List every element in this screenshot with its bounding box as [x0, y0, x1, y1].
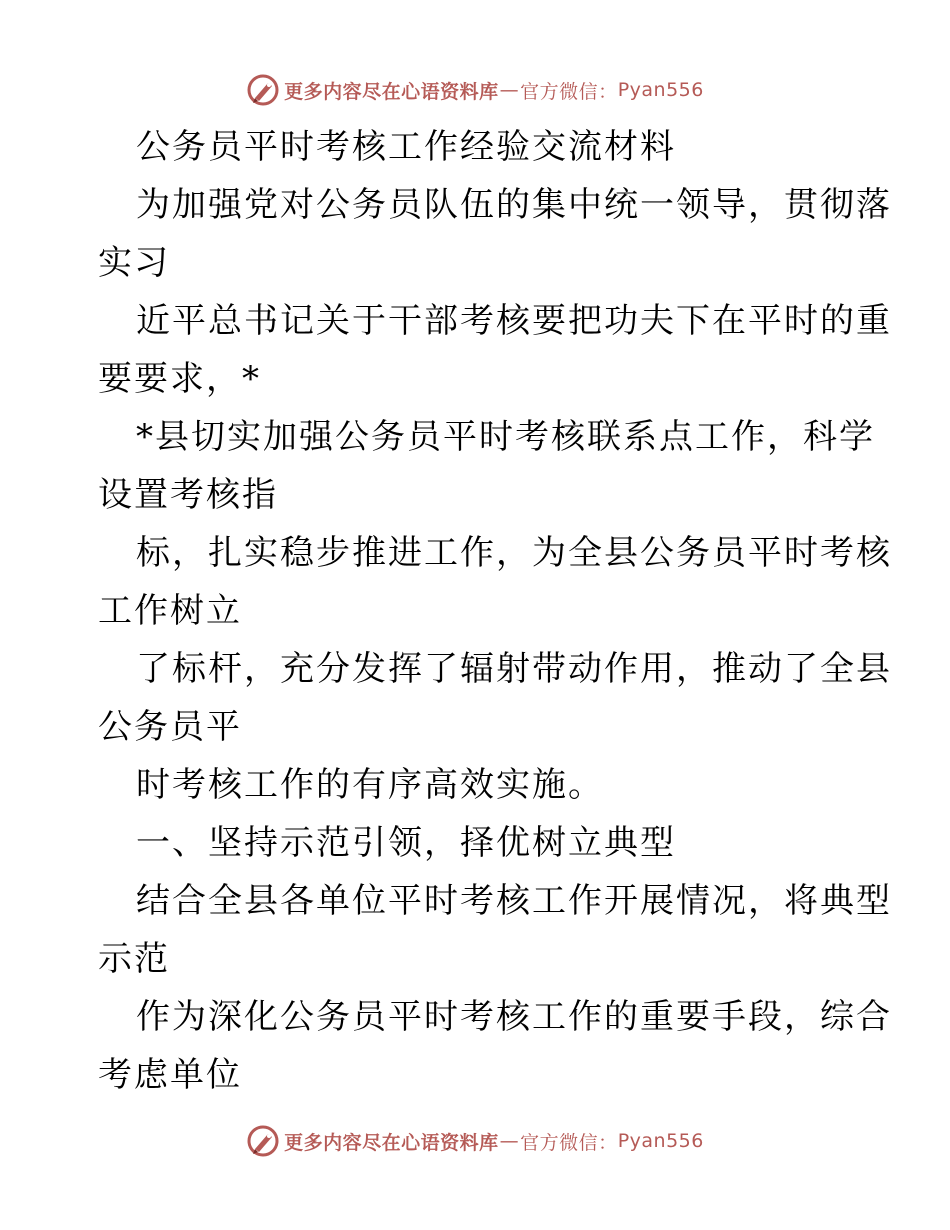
text-line: 设置考核指: [98, 475, 278, 515]
watermark-dash: —: [499, 79, 520, 101]
pen-logo-icon: [246, 73, 280, 107]
text-line: 公务员平时考核工作经验交流材料: [136, 127, 676, 167]
watermark-header: [0, 70, 950, 110]
text-line: 近平总书记关于干部考核要把功夫下在平时的重: [136, 301, 892, 341]
text-line: 标，扎实稳步推进工作，为全县公务员平时考核: [136, 533, 892, 573]
text-line: 结合全县各单位平时考核工作开展情况，将典型: [136, 881, 892, 921]
watermark-label: 官方微信：: [520, 1131, 618, 1154]
text-line: 考虑单位: [98, 1055, 242, 1095]
text-line: 时考核工作的有序高效实施。: [136, 765, 604, 805]
watermark-label: 官方微信：: [520, 80, 618, 103]
watermark-id: Pyan556: [617, 79, 704, 101]
text-line: 要要求，*: [98, 359, 261, 399]
text-line: 为加强党对公务员队伍的集中统一领导，贯彻落: [136, 185, 892, 225]
document-body: [98, 118, 892, 1104]
text-line: 公务员平: [98, 707, 242, 747]
watermark-id: Pyan556: [617, 1130, 704, 1152]
watermark-brand: 更多内容尽在心语资料库: [284, 1131, 499, 1154]
text-line: 实习: [98, 243, 170, 283]
text-line: 一、坚持示范引领，择优树立典型: [136, 823, 676, 863]
watermark-brand: 更多内容尽在心语资料库: [284, 80, 499, 103]
pen-logo-icon: [246, 1124, 280, 1158]
watermark-dash: —: [499, 1130, 520, 1152]
text-line: 工作树立: [98, 591, 242, 631]
text-line: 作为深化公务员平时考核工作的重要手段，综合: [136, 997, 892, 1037]
text-line: *县切实加强公务员平时考核联系点工作，科学: [136, 417, 875, 457]
text-line: 示范: [98, 939, 170, 979]
text-line: 了标杆，充分发挥了辐射带动作用，推动了全县: [136, 649, 892, 689]
watermark-footer: [0, 1121, 950, 1161]
